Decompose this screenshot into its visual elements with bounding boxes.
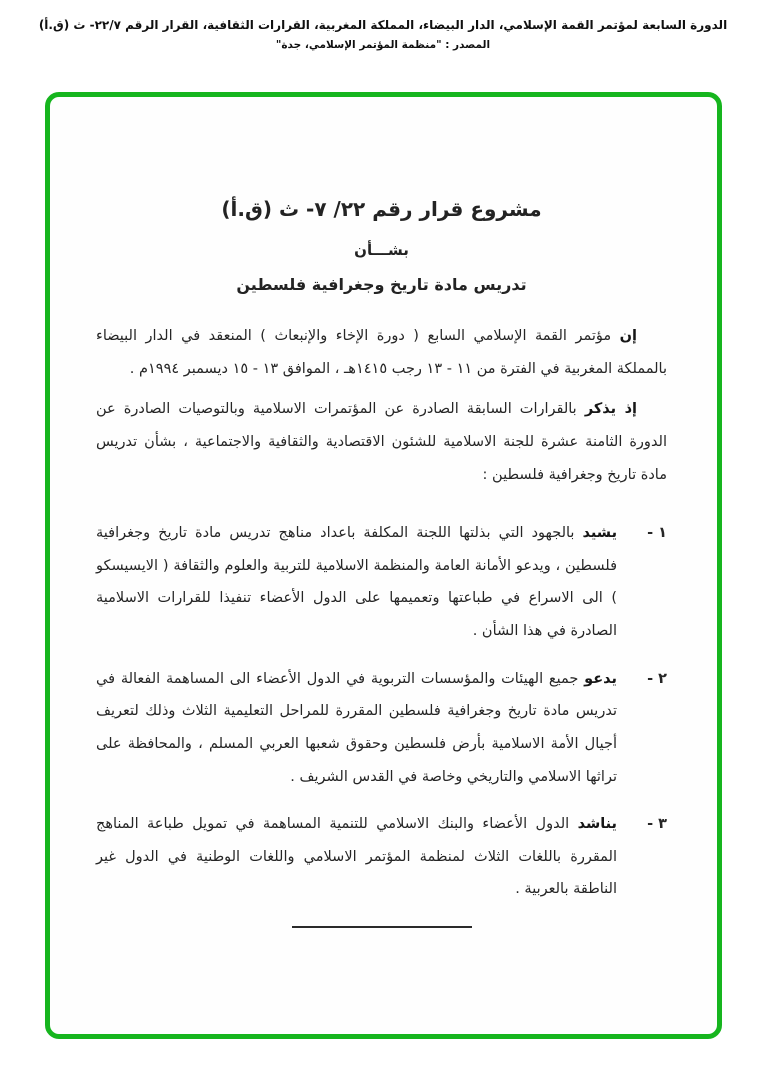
preamble-lead: إن (619, 328, 637, 344)
item-1-lead: يشيد (582, 525, 618, 542)
resolution-item-3 (96, 808, 667, 906)
item-2-text (96, 663, 617, 794)
resolution-body (96, 320, 667, 928)
subject-title: تدريس مادة تاريخ وجغرافية فلسطين (236, 275, 527, 294)
item-2-number: ٢ - (647, 670, 667, 687)
resolution-item-1 (96, 517, 667, 648)
source-label: المصدر : (445, 39, 491, 51)
item-1-number: ١ - (647, 525, 667, 542)
item-1-body: بالجهود التي بذلتها اللجنة المكلفة باعداد مناهج تدريس مادة تاريخ وجغرافية فلسطين ، ويدعو الأمانة العامة والمنظمة الاسلامية للتربية والعلوم والثقافة ( الايسيسكو ) الى الاسراع في طباعتها وتعميمها على الدول الأعضاء تنفيذا للقرارات الاسلامية الصادرة في هذا الشأن . (96, 525, 617, 639)
source-value: "منظمة المؤتمر الإسلامي، جدة" (275, 39, 442, 51)
recalling-text: بالقرارات السابقة الصادرة عن المؤتمرات الاسلامية وبالتوصيات الصادرة عن الدورة الثامنة عشرة للجنة الاسلامية للشئون الاقتصادية والثقافية والاجتماعية ، بشأن تدريس مادة تاريخ وجغرافية فلسطين : (96, 401, 667, 483)
item-2-body: جميع الهيئات والمؤسسات التربوية في الدول الأعضاء الى المساهمة الفعالة في تدريس مادة تاريخ وجغرافية فلسطين المقررة للمراحل التعليمية الثلاث وذلك لتعريف أجيال الأمة الاسلامية بأرض فلسطين وحقوق شعبها العربي المسلم ، والمحافظة على تراثها الاسلامي والتاريخي وخاصة في القدس الشريف . (96, 670, 617, 785)
item-2-lead: يدعو (584, 670, 617, 687)
regarding-label: بشـــأن (354, 241, 409, 259)
preamble-paragraph (96, 320, 667, 385)
signature-line (292, 926, 472, 928)
item-3-text (96, 808, 617, 906)
header-source (0, 39, 766, 51)
header-citation: الدورة السابعة لمؤتمر القمة الإسلامي، الدار البيضاء، المملكة المغربية، القرارات الثقافية، القرار الرقم ٢٢/٧- ث (ق.أ) (38, 18, 728, 32)
recalling-paragraph (96, 393, 667, 491)
resolution-item-2 (96, 663, 667, 794)
resolution-items (96, 517, 667, 906)
item-3-number: ٣ - (647, 816, 667, 833)
document-frame (45, 92, 722, 1039)
title-block (96, 197, 667, 294)
scanned-document (50, 97, 717, 1034)
preamble-text: مؤتمر القمة الإسلامي السابع ( دورة الإخاء والإنبعاث ) المنعقد في الدار البيضاء بالمملكة المغربية في الفترة من ١١ - ١٣ رجب ١٤١٥هـ ، الموافق ١٣ - ١٥ ديسمبر ١٩٩٤م . (96, 328, 667, 377)
item-3-body: الدول الأعضاء والبنك الاسلامي للتنمية المساهمة في تمويل طباعة المناهج المقررة باللغات الثلاث لمنظمة المؤتمر الاسلامي واللغات الوطنية في الدول غير الناطقة بالعربية . (96, 816, 617, 898)
recalling-lead: إذ يذكر (584, 401, 638, 418)
resolution-number-title: مشروع قرار رقم ٢٢/ ٧- ث (ق.أ) (221, 197, 542, 221)
item-3-lead: يناشد (577, 816, 618, 833)
item-1-text (96, 517, 617, 648)
document-header (0, 0, 766, 51)
